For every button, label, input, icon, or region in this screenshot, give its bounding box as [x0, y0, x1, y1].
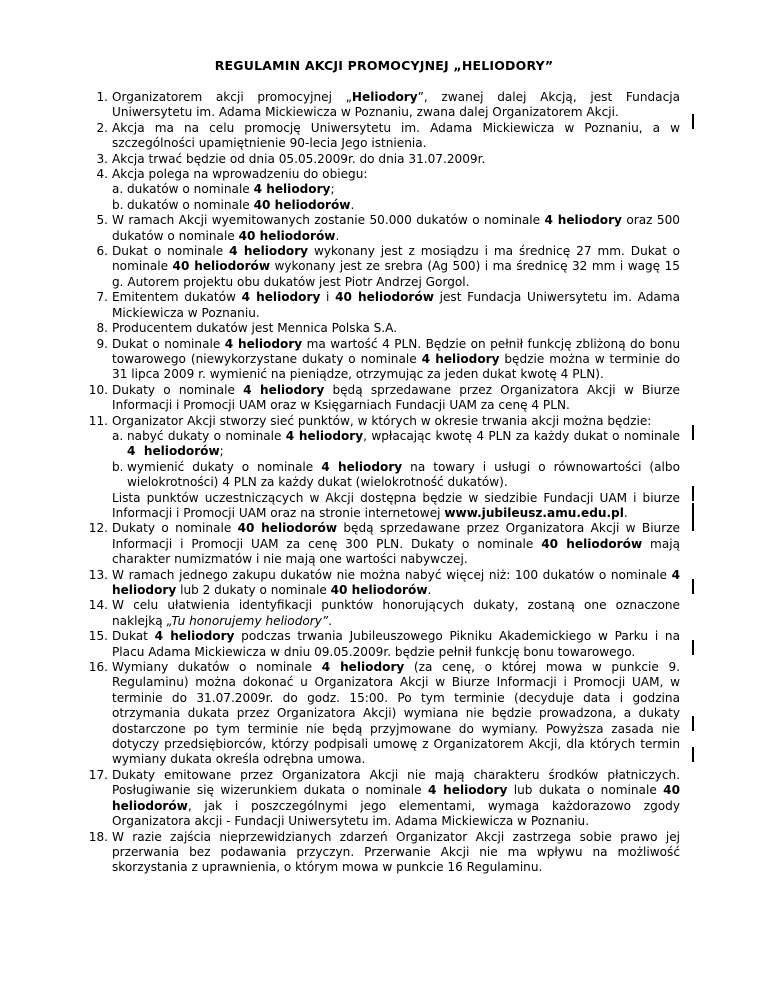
item-text: Dukaty o nominale 4 heliodory będą sprzedawane przez Organizatora Akcji w Biurze Informacji i Promocji UAM oraz w Księgarniach Fundacji UAM za cenę 4 PLN. — [112, 382, 680, 413]
item-text: W ramach jednego zakupu dukatów nie można nabyć więcej niż: 100 dukatów o nominale 4 heliodory lub 2 dukaty o nominale 40 heliodorów. — [112, 567, 680, 597]
list-item — [82, 660, 680, 768]
list-item — [82, 121, 680, 152]
list-item — [82, 167, 680, 213]
sub-item-letter: b. — [112, 459, 124, 474]
sub-item — [112, 198, 680, 213]
list-item — [82, 414, 680, 522]
list-item — [82, 830, 680, 876]
list-item — [82, 629, 680, 660]
list-item — [82, 568, 680, 599]
sub-item-letter: a. — [112, 182, 124, 197]
list-item — [82, 152, 680, 167]
sub-item-text: dukatów o nominale 4 heliodory; — [127, 182, 335, 197]
item-text-continued: Lista punktów uczestniczących w Akcji dostępna będzie w siedzibie Fundacji UAM i biurze Informacji i Promocji UAM oraz na stronie internetowej www.jubileusz.amu.edu.pl. — [112, 490, 680, 520]
item-text: Dukat o nominale 4 heliodory wykonany jest z mosiądzu i ma średnicę 27 mm. Dukat o nominale 40 heliodorów wykonany jest ze srebra (Ag 500) i ma średnicę 32 mm i wagę 15 g. Autorem projektu obu dukatów jest Piotr Andrzej Gorgol. — [112, 244, 680, 289]
item-number: 17. — [88, 767, 108, 782]
change-bar — [692, 503, 694, 531]
change-bar — [692, 579, 694, 594]
item-text: Dukaty emitowane przez Organizatora Akcji nie mają charakteru środków płatniczych. Posługiwanie się wizerunkiem dukata o nominale 4 heliodory lub dukata o nominale 40 heliodorów, jak i poszczególnymi jego elementami, wymaga każdorazowo zgody Organizatora akcji - Fundacji Uniwersytetu im. Adama Mickiewicza w Poznaniu. — [112, 767, 680, 829]
item-number: 8. — [96, 321, 108, 336]
list-item — [82, 768, 680, 830]
item-number: 11. — [88, 413, 108, 428]
item-number: 16. — [88, 660, 108, 675]
list-item — [82, 213, 680, 244]
sub-item — [112, 460, 680, 491]
sub-item-text: wymienić dukaty o nominale 4 heliodory na towary i usługi o równowartości (albo wielokrotności) 4 PLN za każdy dukat (wielokrotność dukatów). — [127, 459, 680, 490]
change-bar — [692, 716, 694, 731]
item-number: 18. — [88, 829, 108, 844]
item-text: Akcja polega na wprowadzeniu do obiegu: — [112, 167, 368, 182]
sub-item — [112, 429, 680, 460]
item-text: Dukat 4 heliodory podczas trwania Jubileuszowego Pikniku Akademickiego w Parku i na Placu Adama Mickiewicza w dniu 09.05.2009r. będzie pełnił funkcję bonu towarowego. — [112, 629, 680, 659]
list-item — [82, 337, 680, 383]
list-item — [82, 290, 680, 321]
item-text: W ramach Akcji wyemitowanych zostanie 50.000 dukatów o nominale 4 heliodory oraz 500 dukatów o nominale 40 heliodorów. — [112, 213, 681, 243]
item-text: Emitentem dukatów 4 heliodory i 40 heliodorów jest Fundacja Uniwersytetu im. Adama Mickiewicza w Poznaniu. — [112, 290, 680, 320]
change-bar — [692, 114, 694, 129]
list-item — [82, 321, 680, 336]
document-title: REGULAMIN AKCJI PROMOCYJNEJ „HELIODORY” — [214, 58, 554, 73]
item-text: Organizator Akcji stworzy sieć punktów, w których w okresie trwania akcji można będzie: — [112, 413, 652, 428]
sub-item-text: dukatów o nominale 40 heliodorów. — [127, 197, 355, 212]
item-text: Wymiany dukatów o nominale 4 heliodory (za cenę, o której mowa w punkcie 9. Regulaminu) można dokonać u Organizatora Akcji w Biurze Informacji i Promocji UAM, w terminie do 31.07.2009r. do godz. 15:00. Po tym terminie (decyduje data i godzina otrzymania dukata przez Organizatora Akcji) wymiana nie będzie prowadzona, a dukaty dostarczone po tym terminie nie będą przyjmowane do wymiany. Powyższa zasada nie dotyczy przedsiębiorców, którzy podpisali umowę z Organizatorem Akcji, dla których termin wymiany dukata określa odrębna umowa. — [112, 660, 680, 767]
item-text: Organizatorem akcji promocyjnej „Heliodory”, zwanej dalej Akcją, jest Fundacja Uniwersytetu im. Adama Mickiewicza w Poznaniu, zwana dalej Organizatorem Akcji. — [112, 90, 680, 120]
item-text: Dukaty o nominale 40 heliodorów będą sprzedawane przez Organizatora Akcji w Biurze Informacji i Promocji UAM za cenę 300 PLN. Dukaty o nominale 40 heliodorów mają charakter numizmatów i nie mają one wartości nabywczej. — [112, 521, 680, 567]
item-text: Producentem dukatów jest Mennica Polska S.A. — [112, 321, 398, 336]
list-item — [82, 521, 680, 567]
item-number: 15. — [88, 629, 108, 644]
change-bar — [692, 640, 694, 655]
item-number: 14. — [88, 598, 108, 613]
item-number: 9. — [96, 336, 108, 351]
item-number: 10. — [88, 382, 108, 397]
change-bar — [692, 486, 694, 501]
sub-item — [112, 182, 680, 197]
item-number: 4. — [96, 167, 108, 182]
item-number: 2. — [96, 120, 108, 135]
list-item — [82, 90, 680, 121]
change-bar — [692, 747, 694, 762]
sub-item-letter: b. — [112, 197, 124, 212]
list-item — [82, 383, 680, 414]
item-number: 3. — [96, 151, 108, 166]
list-item — [82, 598, 680, 629]
item-number: 6. — [96, 244, 108, 259]
sub-item-text: nabyć dukaty o nominale 4 heliodory, wpłacając kwotę 4 PLN za każdy dukat o nominale 4 heliodorów; — [127, 428, 680, 459]
item-text: W razie zajścia nieprzewidzianych zdarzeń Organizator Akcji zastrzega sobie prawo jej przerwania bez podawania przyczyn. Przerwanie Akcji nie ma wpływu na możliwość skorzystania z uprawnienia, o którym mowa w punkcie 16 Regulaminu. — [112, 829, 680, 875]
item-number: 7. — [96, 290, 108, 305]
item-text: Akcja ma na celu promocję Uniwersytetu im. Adama Mickiewicza w Poznaniu, a w szczególności upamiętnienie 90-lecia Jego istnienia. — [112, 120, 680, 151]
item-number: 12. — [88, 521, 108, 536]
item-number: 5. — [96, 213, 108, 228]
item-text: Akcja trwać będzie od dnia 05.05.2009r. do dnia 31.07.2009r. — [112, 151, 486, 166]
change-bar — [692, 425, 694, 440]
list-item — [82, 244, 680, 290]
item-text: W celu ułatwienia identyfikacji punktów honorujących dukaty, zostaną one oznaczone naklejką „Tu honorujemy heliodory”. — [112, 598, 680, 628]
item-number: 1. — [96, 90, 108, 104]
regulation-list — [82, 90, 680, 876]
item-number: 13. — [88, 567, 108, 582]
sub-item-letter: a. — [112, 428, 124, 443]
item-text: Dukat o nominale 4 heliodory ma wartość 4 PLN. Będzie on pełnił funkcję zbliżoną do bonu towarowego (niewykorzystane dukaty o nominale 4 heliodory będzie można w terminie do 31 lipca 2009 r. wymienić na pieniądze, otrzymując za jeden dukat kwotę 4 PLN). — [112, 336, 680, 382]
